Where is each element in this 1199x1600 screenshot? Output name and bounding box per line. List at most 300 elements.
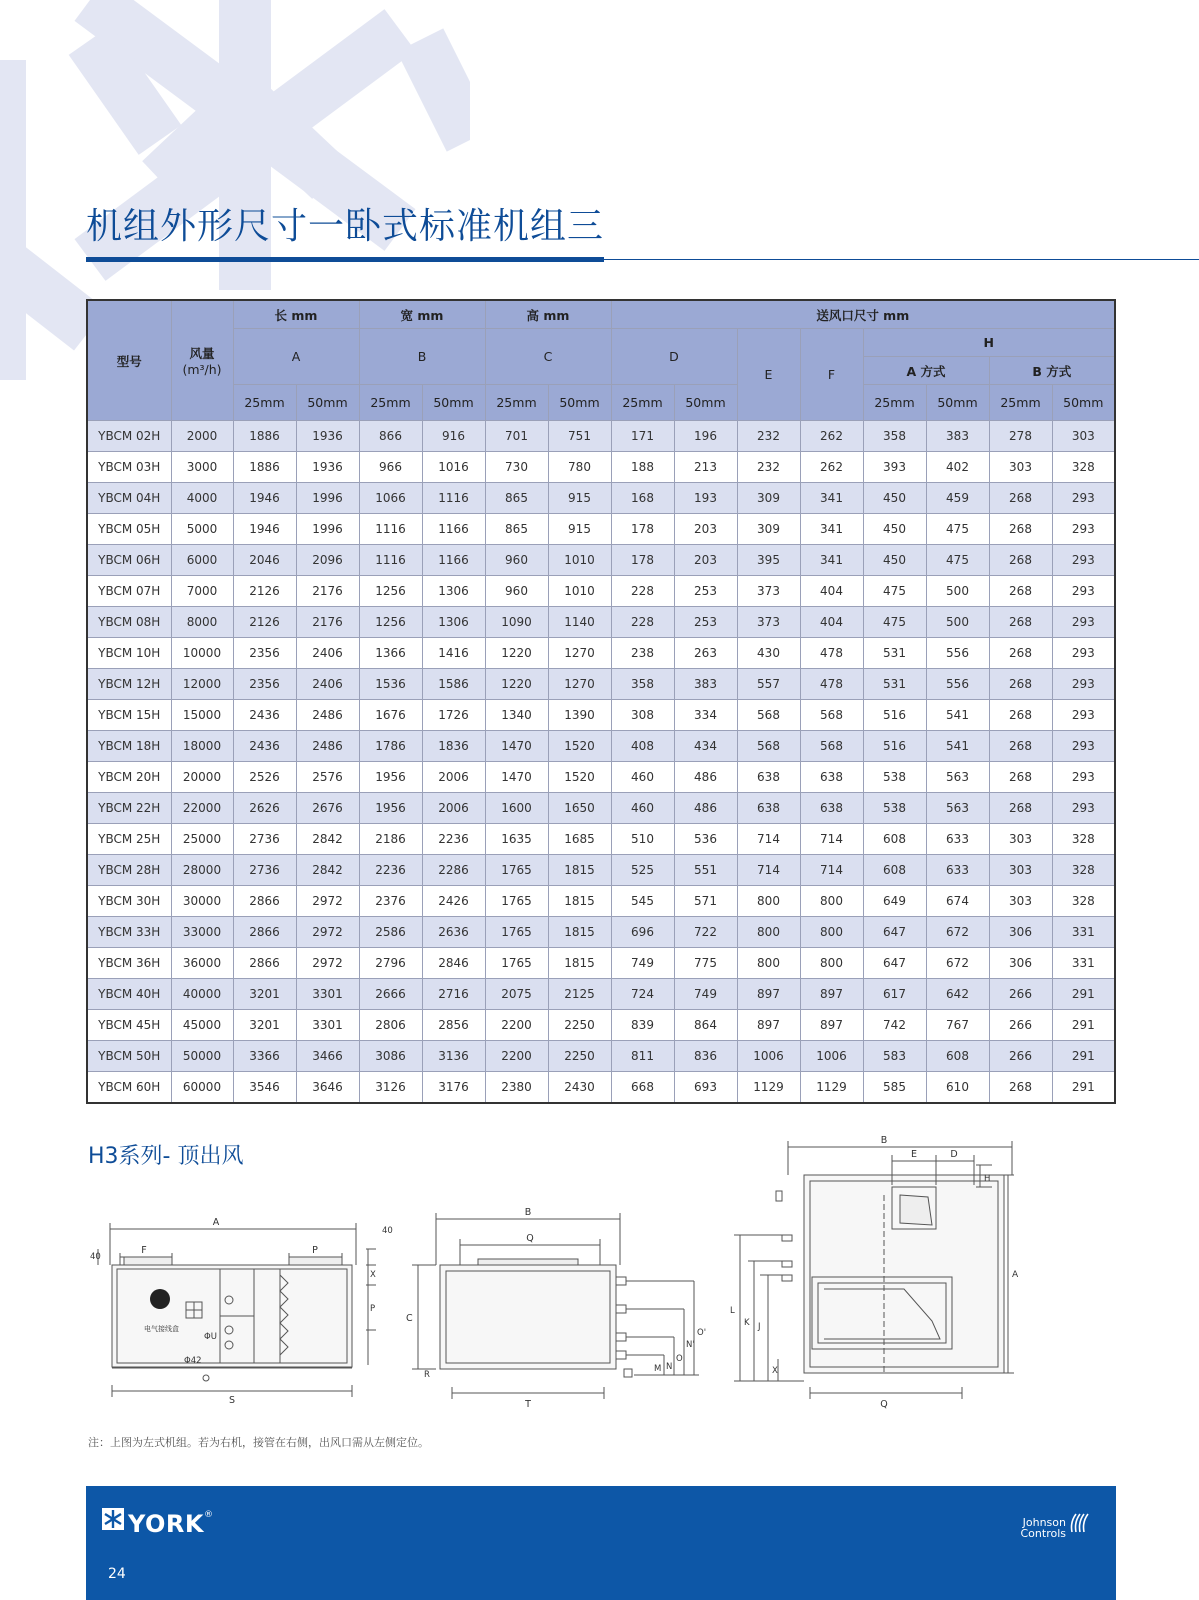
value-cell: 500 <box>926 576 989 607</box>
value-cell: 1956 <box>359 793 422 824</box>
drawing-label-n: N <box>666 1362 673 1372</box>
value-cell: 557 <box>737 669 800 700</box>
value-cell: 915 <box>548 483 611 514</box>
value-cell: 7000 <box>171 576 233 607</box>
value-cell: 303 <box>989 855 1052 886</box>
value-cell: 633 <box>926 824 989 855</box>
value-cell: 1996 <box>296 483 359 514</box>
value-cell: 404 <box>800 576 863 607</box>
value-cell: 2006 <box>422 793 485 824</box>
drawing-label-q: Q <box>526 1233 534 1244</box>
value-cell: 2250 <box>548 1041 611 1072</box>
value-cell: 536 <box>674 824 737 855</box>
value-cell: 751 <box>548 421 611 452</box>
value-cell: 293 <box>1052 638 1115 669</box>
value-cell: 1390 <box>548 700 611 731</box>
value-cell: 3201 <box>233 1010 296 1041</box>
value-cell: 1366 <box>359 638 422 669</box>
value-cell: 510 <box>611 824 674 855</box>
series-title: H3系列- 顶出风 <box>88 1144 244 1169</box>
value-cell: 460 <box>611 762 674 793</box>
value-cell: 568 <box>737 700 800 731</box>
value-cell: 308 <box>611 700 674 731</box>
value-cell: 800 <box>737 886 800 917</box>
york-brand: YORK <box>128 1510 205 1538</box>
value-cell: 638 <box>800 762 863 793</box>
value-cell: 1650 <box>548 793 611 824</box>
value-cell: 268 <box>989 762 1052 793</box>
value-cell: 649 <box>863 886 926 917</box>
value-cell: 1270 <box>548 638 611 669</box>
value-cell: 303 <box>989 886 1052 917</box>
value-cell: 800 <box>800 948 863 979</box>
table-row <box>87 1072 1115 1104</box>
value-cell: 672 <box>926 917 989 948</box>
model-cell: YBCM 08H <box>87 607 171 638</box>
value-cell: 672 <box>926 948 989 979</box>
table-row <box>87 545 1115 576</box>
model-cell: YBCM 50H <box>87 1041 171 1072</box>
value-cell: 402 <box>926 452 989 483</box>
value-cell: 238 <box>611 638 674 669</box>
value-cell: 1520 <box>548 731 611 762</box>
value-cell: 475 <box>926 545 989 576</box>
value-cell: 293 <box>1052 731 1115 762</box>
table-row <box>87 855 1115 886</box>
value-cell: 865 <box>485 483 548 514</box>
value-cell: 897 <box>800 1010 863 1041</box>
side-view-drawing <box>90 1217 393 1406</box>
value-cell: 5000 <box>171 514 233 545</box>
header-col-a: A <box>233 329 359 385</box>
value-cell: 478 <box>800 638 863 669</box>
value-cell: 647 <box>863 917 926 948</box>
header-airflow <box>171 300 233 421</box>
value-cell: 897 <box>737 979 800 1010</box>
jc-line1: Johnson <box>1022 1516 1066 1529</box>
value-cell: 2406 <box>296 669 359 700</box>
drawing-label-o-prime: O' <box>697 1328 707 1338</box>
table-row <box>87 514 1115 545</box>
value-cell: 668 <box>611 1072 674 1104</box>
drawing-label-n-prime: N' <box>686 1340 695 1350</box>
value-cell: 341 <box>800 483 863 514</box>
value-cell: 1010 <box>548 576 611 607</box>
header-airflow-unit: (m³/h) <box>182 362 222 377</box>
header-airflow-label: 风量 <box>189 346 215 361</box>
value-cell: 1996 <box>296 514 359 545</box>
value-cell: 1946 <box>233 483 296 514</box>
value-cell: 617 <box>863 979 926 1010</box>
header-thickness: 50mm <box>1052 385 1115 421</box>
value-cell: 2972 <box>296 948 359 979</box>
value-cell: 475 <box>926 514 989 545</box>
value-cell: 2426 <box>422 886 485 917</box>
model-cell: YBCM 28H <box>87 855 171 886</box>
value-cell: 12000 <box>171 669 233 700</box>
drawing-note: 注：上图为左式机组。若为右机，接管在右侧，出风口需从左侧定位。 <box>88 1436 429 1449</box>
value-cell: 1586 <box>422 669 485 700</box>
header-col-h: H <box>863 329 1115 357</box>
value-cell: 168 <box>611 483 674 514</box>
header-h-mode-a: A 方式 <box>863 357 989 385</box>
value-cell: 2200 <box>485 1041 548 1072</box>
value-cell: 306 <box>989 917 1052 948</box>
value-cell: 395 <box>737 545 800 576</box>
value-cell: 2736 <box>233 855 296 886</box>
value-cell: 22000 <box>171 793 233 824</box>
table-row <box>87 793 1115 824</box>
value-cell: 293 <box>1052 576 1115 607</box>
model-cell: YBCM 20H <box>87 762 171 793</box>
value-cell: 1886 <box>233 452 296 483</box>
value-cell: 749 <box>674 979 737 1010</box>
model-cell: YBCM 03H <box>87 452 171 483</box>
value-cell: 800 <box>737 948 800 979</box>
value-cell: 278 <box>989 421 1052 452</box>
table-row <box>87 452 1115 483</box>
value-cell: 2356 <box>233 669 296 700</box>
johnson-controls-icon <box>1068 1512 1090 1534</box>
drawing-label-s: S <box>228 1395 236 1406</box>
value-cell: 2842 <box>296 855 359 886</box>
value-cell: 516 <box>863 731 926 762</box>
header-thickness: 25mm <box>233 385 296 421</box>
value-cell: 383 <box>674 669 737 700</box>
value-cell: 450 <box>863 514 926 545</box>
value-cell: 232 <box>737 421 800 452</box>
value-cell: 1765 <box>485 855 548 886</box>
value-cell: 568 <box>737 731 800 762</box>
value-cell: 196 <box>674 421 737 452</box>
value-cell: 293 <box>1052 700 1115 731</box>
table-row <box>87 576 1115 607</box>
value-cell: 1006 <box>737 1041 800 1072</box>
drawing-label-c: C <box>406 1313 413 1324</box>
value-cell: 1685 <box>548 824 611 855</box>
value-cell: 268 <box>989 669 1052 700</box>
value-cell: 2486 <box>296 731 359 762</box>
model-cell: YBCM 22H <box>87 793 171 824</box>
value-cell: 2096 <box>296 545 359 576</box>
johnson-controls-logo <box>1021 1517 1067 1539</box>
drawing-label-40: 40 <box>382 1226 393 1236</box>
header-thickness: 50mm <box>422 385 485 421</box>
value-cell: 767 <box>926 1010 989 1041</box>
value-cell: 309 <box>737 483 800 514</box>
value-cell: 2176 <box>296 576 359 607</box>
value-cell: 3176 <box>422 1072 485 1104</box>
value-cell: 836 <box>674 1041 737 1072</box>
top-view-drawing <box>730 1135 1019 1410</box>
value-cell: 28000 <box>171 855 233 886</box>
value-cell: 1936 <box>296 452 359 483</box>
value-cell: 749 <box>611 948 674 979</box>
value-cell: 1470 <box>485 731 548 762</box>
value-cell: 1116 <box>359 514 422 545</box>
value-cell: 1116 <box>422 483 485 514</box>
value-cell: 693 <box>674 1072 737 1104</box>
value-cell: 268 <box>989 576 1052 607</box>
value-cell: 1256 <box>359 607 422 638</box>
value-cell: 3000 <box>171 452 233 483</box>
value-cell: 2636 <box>422 917 485 948</box>
value-cell: 475 <box>863 607 926 638</box>
value-cell: 1416 <box>422 638 485 669</box>
value-cell: 610 <box>926 1072 989 1104</box>
drawing-label-p: P <box>312 1245 318 1256</box>
value-cell: 203 <box>674 514 737 545</box>
drawing-label-40: 40 <box>90 1252 101 1262</box>
value-cell: 188 <box>611 452 674 483</box>
value-cell: 2716 <box>422 979 485 1010</box>
value-cell: 2250 <box>548 1010 611 1041</box>
table-row <box>87 917 1115 948</box>
value-cell: 268 <box>989 638 1052 669</box>
value-cell: 538 <box>863 793 926 824</box>
value-cell: 373 <box>737 576 800 607</box>
drawing-label-a: A <box>1012 1270 1019 1280</box>
drawing-label-b: B <box>524 1207 532 1218</box>
table-row <box>87 824 1115 855</box>
header-model: 型号 <box>87 300 171 421</box>
drawing-label-m: M <box>654 1364 662 1374</box>
table-row <box>87 1041 1115 1072</box>
value-cell: 25000 <box>171 824 233 855</box>
value-cell: 50000 <box>171 1041 233 1072</box>
value-cell: 1066 <box>359 483 422 514</box>
value-cell: 266 <box>989 1010 1052 1041</box>
value-cell: 20000 <box>171 762 233 793</box>
value-cell: 556 <box>926 638 989 669</box>
model-cell: YBCM 40H <box>87 979 171 1010</box>
title-underline <box>86 257 604 262</box>
value-cell: 3366 <box>233 1041 296 1072</box>
value-cell: 633 <box>926 855 989 886</box>
value-cell: 268 <box>989 607 1052 638</box>
title-rule <box>604 259 1199 260</box>
value-cell: 450 <box>863 483 926 514</box>
value-cell: 266 <box>989 1041 1052 1072</box>
value-cell: 638 <box>800 793 863 824</box>
value-cell: 2866 <box>233 948 296 979</box>
value-cell: 10000 <box>171 638 233 669</box>
value-cell: 291 <box>1052 1041 1115 1072</box>
value-cell: 15000 <box>171 700 233 731</box>
value-cell: 1815 <box>548 886 611 917</box>
value-cell: 1016 <box>422 452 485 483</box>
drawing-label-f: F <box>141 1245 147 1256</box>
value-cell: 3301 <box>296 979 359 1010</box>
value-cell: 475 <box>863 576 926 607</box>
drawing-label-q: Q <box>880 1399 888 1410</box>
value-cell: 811 <box>611 1041 674 1072</box>
value-cell: 341 <box>800 545 863 576</box>
value-cell: 2436 <box>233 700 296 731</box>
drawing-label-e: E <box>910 1149 918 1160</box>
jc-line2: Controls <box>1020 1527 1066 1540</box>
value-cell: 531 <box>863 638 926 669</box>
header-thickness: 50mm <box>296 385 359 421</box>
value-cell: 293 <box>1052 545 1115 576</box>
value-cell: 1340 <box>485 700 548 731</box>
value-cell: 538 <box>863 762 926 793</box>
value-cell: 1006 <box>800 1041 863 1072</box>
value-cell: 171 <box>611 421 674 452</box>
value-cell: 916 <box>422 421 485 452</box>
model-cell: YBCM 06H <box>87 545 171 576</box>
value-cell: 434 <box>674 731 737 762</box>
value-cell: 2356 <box>233 638 296 669</box>
table-row <box>87 979 1115 1010</box>
value-cell: 1765 <box>485 886 548 917</box>
table-body <box>87 421 1115 1104</box>
value-cell: 2972 <box>296 886 359 917</box>
value-cell: 1536 <box>359 669 422 700</box>
value-cell: 268 <box>989 731 1052 762</box>
value-cell: 408 <box>611 731 674 762</box>
value-cell: 3546 <box>233 1072 296 1104</box>
drawing-label-h: H <box>984 1174 991 1184</box>
drawing-label-o: O <box>676 1354 683 1364</box>
header-col-e: E <box>737 329 800 421</box>
value-cell: 4000 <box>171 483 233 514</box>
value-cell: 2676 <box>296 793 359 824</box>
header-col-c: C <box>485 329 611 385</box>
value-cell: 960 <box>485 576 548 607</box>
value-cell: 608 <box>863 824 926 855</box>
value-cell: 358 <box>863 421 926 452</box>
value-cell: 2006 <box>422 762 485 793</box>
header-length: 长 mm <box>233 300 359 329</box>
value-cell: 60000 <box>171 1072 233 1104</box>
drawing-label-b: B <box>880 1135 888 1146</box>
value-cell: 545 <box>611 886 674 917</box>
drawing-label-junction-box: 电气接线盒 <box>144 1325 179 1333</box>
model-cell: YBCM 33H <box>87 917 171 948</box>
value-cell: 541 <box>926 700 989 731</box>
value-cell: 714 <box>737 855 800 886</box>
table-row <box>87 421 1115 452</box>
header-thickness: 25mm <box>611 385 674 421</box>
value-cell: 40000 <box>171 979 233 1010</box>
drawing-label-x: X <box>370 1270 376 1280</box>
value-cell: 293 <box>1052 483 1115 514</box>
model-cell: YBCM 30H <box>87 886 171 917</box>
value-cell: 2972 <box>296 917 359 948</box>
header-thickness: 50mm <box>674 385 737 421</box>
value-cell: 341 <box>800 514 863 545</box>
header-col-f: F <box>800 329 863 421</box>
value-cell: 866 <box>359 421 422 452</box>
table-row <box>87 762 1115 793</box>
value-cell: 383 <box>926 421 989 452</box>
value-cell: 8000 <box>171 607 233 638</box>
model-cell: YBCM 45H <box>87 1010 171 1041</box>
value-cell: 30000 <box>171 886 233 917</box>
value-cell: 2430 <box>548 1072 611 1104</box>
value-cell: 430 <box>737 638 800 669</box>
value-cell: 331 <box>1052 917 1115 948</box>
value-cell: 2796 <box>359 948 422 979</box>
model-cell: YBCM 18H <box>87 731 171 762</box>
value-cell: 525 <box>611 855 674 886</box>
value-cell: 2126 <box>233 607 296 638</box>
value-cell: 724 <box>611 979 674 1010</box>
model-cell: YBCM 02H <box>87 421 171 452</box>
header-thickness: 25mm <box>485 385 548 421</box>
value-cell: 730 <box>485 452 548 483</box>
value-cell: 268 <box>989 514 1052 545</box>
value-cell: 2486 <box>296 700 359 731</box>
value-cell: 328 <box>1052 452 1115 483</box>
value-cell: 478 <box>800 669 863 700</box>
value-cell: 563 <box>926 762 989 793</box>
value-cell: 6000 <box>171 545 233 576</box>
value-cell: 3301 <box>296 1010 359 1041</box>
value-cell: 2046 <box>233 545 296 576</box>
model-cell: YBCM 07H <box>87 576 171 607</box>
page-title: 机组外形尺寸一卧式标准机组三 <box>86 206 605 247</box>
value-cell: 800 <box>737 917 800 948</box>
model-cell: YBCM 12H <box>87 669 171 700</box>
value-cell: 328 <box>1052 886 1115 917</box>
header-thickness: 50mm <box>548 385 611 421</box>
value-cell: 638 <box>737 793 800 824</box>
value-cell: 3201 <box>233 979 296 1010</box>
value-cell: 722 <box>674 917 737 948</box>
drawing-label-x: X <box>772 1366 778 1376</box>
value-cell: 3136 <box>422 1041 485 1072</box>
value-cell: 541 <box>926 731 989 762</box>
value-cell: 800 <box>800 886 863 917</box>
value-cell: 293 <box>1052 762 1115 793</box>
value-cell: 193 <box>674 483 737 514</box>
value-cell: 897 <box>737 1010 800 1041</box>
value-cell: 1470 <box>485 762 548 793</box>
value-cell: 556 <box>926 669 989 700</box>
value-cell: 714 <box>800 824 863 855</box>
value-cell: 1010 <box>548 545 611 576</box>
model-cell: YBCM 05H <box>87 514 171 545</box>
value-cell: 293 <box>1052 514 1115 545</box>
model-cell: YBCM 10H <box>87 638 171 669</box>
value-cell: 1936 <box>296 421 359 452</box>
header-height: 高 mm <box>485 300 611 329</box>
value-cell: 45000 <box>171 1010 233 1041</box>
value-cell: 714 <box>737 824 800 855</box>
end-view-drawing <box>406 1207 706 1410</box>
value-cell: 714 <box>800 855 863 886</box>
value-cell: 1886 <box>233 421 296 452</box>
value-cell: 228 <box>611 576 674 607</box>
drawing-label-k: K <box>744 1318 750 1328</box>
header-h-mode-b: B 方式 <box>989 357 1115 385</box>
table-row <box>87 638 1115 669</box>
value-cell: 2666 <box>359 979 422 1010</box>
value-cell: 2736 <box>233 824 296 855</box>
value-cell: 2380 <box>485 1072 548 1104</box>
table-row <box>87 483 1115 514</box>
table-row <box>87 948 1115 979</box>
value-cell: 262 <box>800 452 863 483</box>
value-cell: 585 <box>863 1072 926 1104</box>
header-thickness: 25mm <box>359 385 422 421</box>
value-cell: 2576 <box>296 762 359 793</box>
value-cell: 2866 <box>233 917 296 948</box>
value-cell: 1635 <box>485 824 548 855</box>
header-outlet: 送风口尺寸 mm <box>611 300 1115 329</box>
